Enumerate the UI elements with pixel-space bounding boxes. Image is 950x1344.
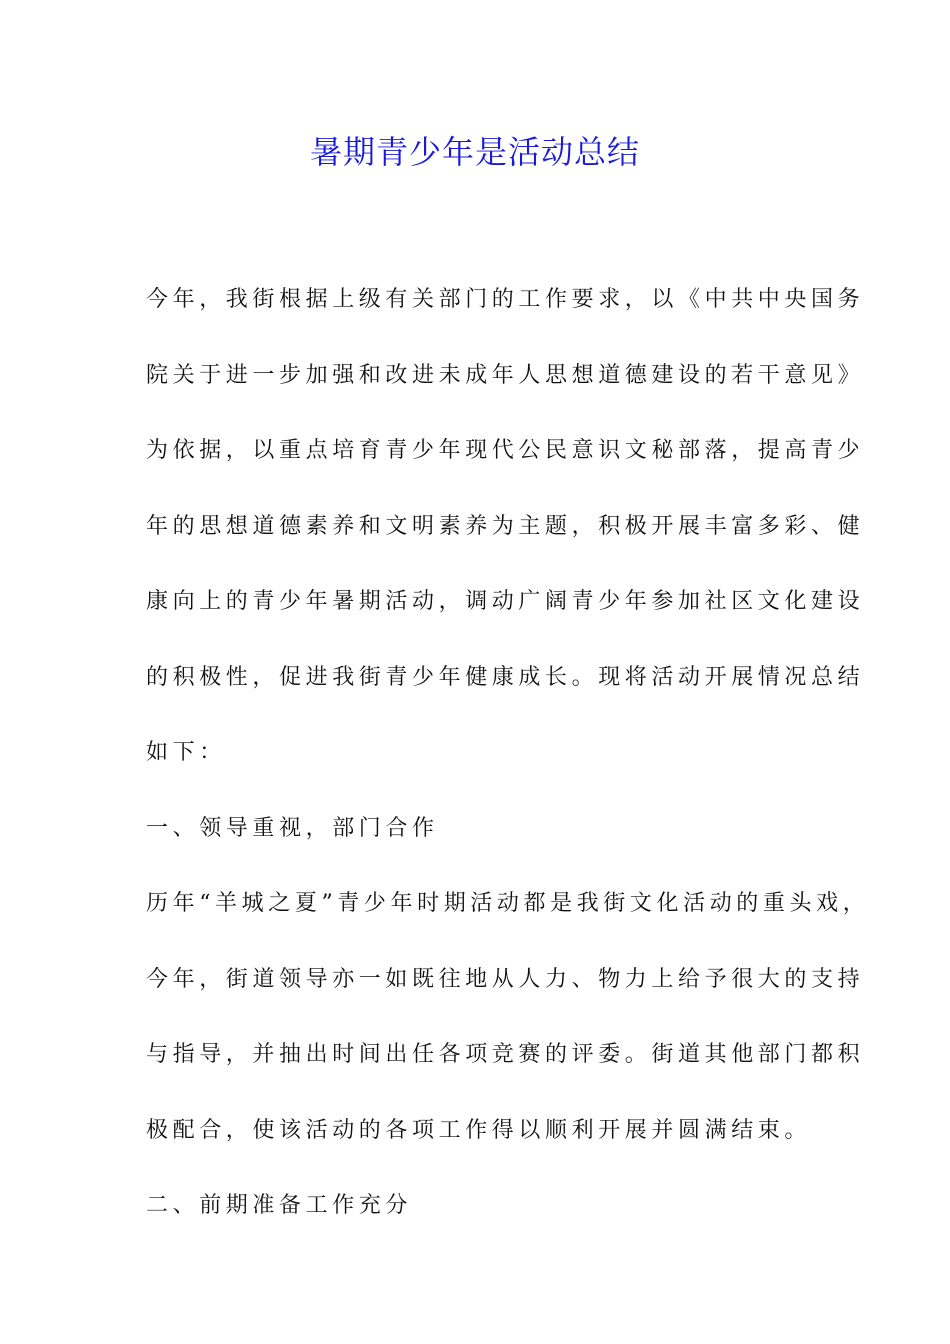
section-heading-2: 二、前期准备工作充分 bbox=[146, 1193, 413, 1218]
paragraph-line: 年的思想道德素养和文明素养为主题，积极开展丰富多彩、健 bbox=[146, 513, 865, 539]
paragraph-line: 院关于进一步加强和改进未成年人思想道德建设的若干意见》 bbox=[146, 362, 865, 388]
document-body bbox=[146, 262, 870, 1244]
section-heading-1: 一、领导重视，部门合作 bbox=[146, 815, 439, 841]
paragraph-line: 的积极性，促进我街青少年健康成长。现将活动开展情况总结 bbox=[146, 664, 865, 690]
paragraph-line: 康向上的青少年暑期活动，调动广阔青少年参加社区文化建设 bbox=[146, 589, 865, 614]
paragraph-line: 历年“羊城之夏”青少年时期活动都是我街文化活动的重头戏， bbox=[146, 891, 870, 916]
paragraph-line: 今年，街道领导亦一如既往地从人力、物力上给予很大的支持 bbox=[146, 966, 865, 992]
paragraph-line: 为依据，以重点培育青少年现代公民意识文秘部落，提高青少 bbox=[146, 438, 865, 463]
document-title: 暑期青少年是活动总结 bbox=[309, 133, 640, 171]
paragraph-line: 与指导，并抽出时间出任各项竞赛的评委。街道其他部门都积 bbox=[146, 1042, 865, 1067]
paragraph-line: 极配合，使该活动的各项工作得以顺利开展并圆满结束。 bbox=[146, 1117, 812, 1143]
paragraph-line: 今年，我街根据上级有关部门的工作要求，以《中共中央国务 bbox=[146, 287, 865, 312]
paragraph-line: 如下： bbox=[146, 740, 226, 765]
